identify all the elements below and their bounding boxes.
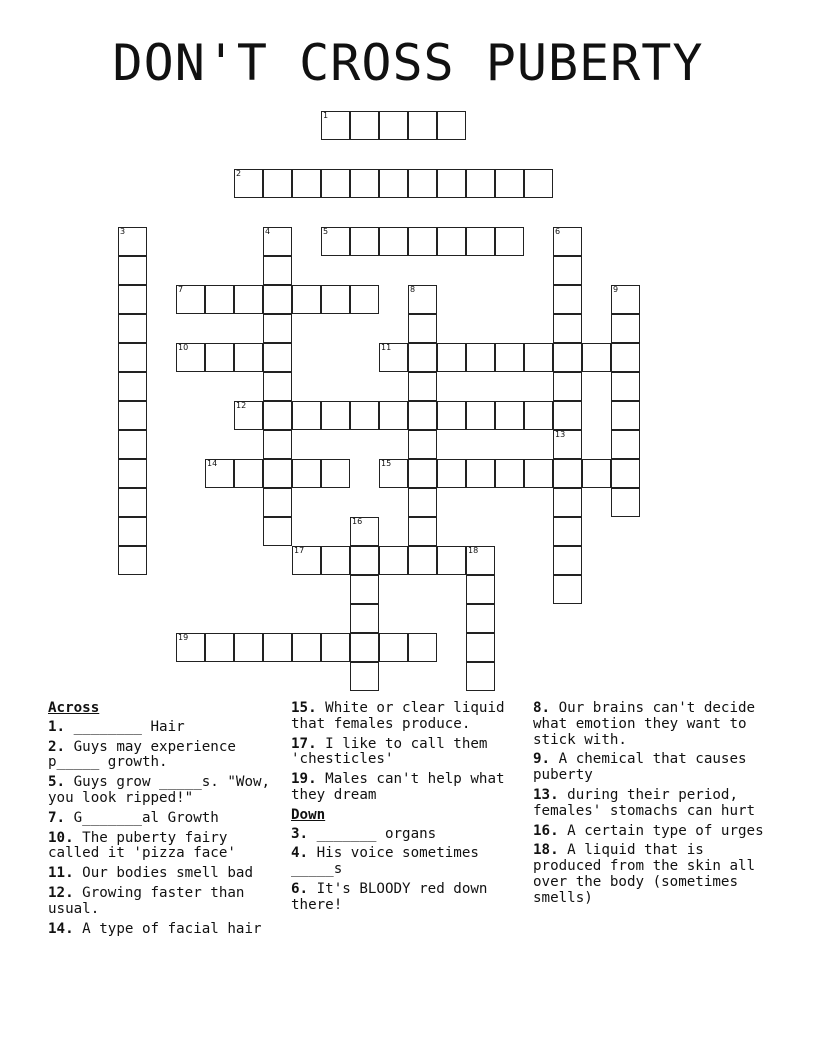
grid-cell[interactable]	[611, 488, 640, 517]
clue-item	[533, 752, 769, 784]
grid-cell[interactable]	[263, 488, 292, 517]
clue-text: Growing faster than usual.	[48, 884, 245, 917]
clue-text: It's BLOODY red down there!	[291, 880, 488, 913]
grid-cell[interactable]	[350, 575, 379, 604]
clue-number-label: 5.	[48, 774, 66, 791]
grid-cell[interactable]	[263, 169, 292, 198]
grid-cell[interactable]	[350, 169, 379, 198]
clue-item	[291, 827, 527, 843]
grid-cell[interactable]	[205, 459, 234, 488]
clue-item	[48, 831, 284, 863]
clue-text: during their period, females' stomachs can hurt	[533, 786, 756, 819]
grid-cell[interactable]	[408, 169, 437, 198]
grid-cell[interactable]	[553, 256, 582, 285]
grid-cell[interactable]	[350, 227, 379, 256]
clue-item	[291, 701, 527, 733]
clue-number: 18	[468, 546, 479, 555]
across-heading: Across	[48, 700, 100, 716]
clues-column-2	[291, 701, 527, 918]
grid-cell[interactable]	[234, 343, 263, 372]
grid-cell[interactable]	[466, 575, 495, 604]
clue-number: 13	[555, 430, 566, 439]
clue-text: ________ Hair	[65, 718, 185, 735]
grid-cell[interactable]	[263, 285, 292, 314]
grid-cell[interactable]	[553, 372, 582, 401]
grid-cell[interactable]	[495, 401, 524, 430]
grid-cell[interactable]	[176, 285, 205, 314]
clue-number-label: 11.	[48, 865, 74, 882]
clue-number: 4	[265, 227, 271, 236]
grid-cell[interactable]	[263, 517, 292, 546]
grid-cell[interactable]	[553, 227, 582, 256]
clue-number-label: 8.	[533, 700, 551, 716]
grid-cell[interactable]	[234, 285, 263, 314]
grid-cell[interactable]	[321, 546, 350, 575]
grid-cell[interactable]	[437, 111, 466, 140]
grid-cell[interactable]	[263, 459, 292, 488]
clue-number: 1	[323, 111, 329, 120]
clue-number-label: 12.	[48, 884, 74, 901]
grid-cell[interactable]	[263, 633, 292, 662]
grid-cell[interactable]	[408, 372, 437, 401]
grid-cell[interactable]	[553, 343, 582, 372]
grid-cell[interactable]	[263, 401, 292, 430]
clue-number-label: 13.	[533, 786, 559, 803]
grid-cell[interactable]	[495, 459, 524, 488]
grid-cell[interactable]	[176, 343, 205, 372]
clue-item	[48, 811, 284, 827]
clue-text: A chemical that causes puberty	[533, 751, 747, 784]
grid-cell[interactable]	[350, 285, 379, 314]
grid-cell[interactable]	[553, 314, 582, 343]
grid-cell[interactable]	[379, 111, 408, 140]
clue-number: 10	[178, 343, 189, 352]
grid-cell[interactable]	[292, 169, 321, 198]
clue-number: 7	[178, 285, 184, 294]
grid-cell[interactable]	[582, 343, 611, 372]
grid-cell[interactable]	[408, 459, 437, 488]
grid-cell[interactable]	[321, 401, 350, 430]
grid-cell[interactable]	[350, 401, 379, 430]
clue-item	[533, 701, 769, 748]
grid-cell[interactable]	[350, 662, 379, 691]
grid-cell[interactable]	[408, 546, 437, 575]
grid-cell[interactable]	[321, 459, 350, 488]
clue-text: _______ organs	[308, 825, 437, 842]
clue-text: His voice sometimes _____s	[291, 845, 479, 878]
grid-cell[interactable]	[263, 343, 292, 372]
grid-cell[interactable]	[263, 227, 292, 256]
grid-cell[interactable]	[495, 343, 524, 372]
grid-cell[interactable]	[263, 372, 292, 401]
clue-text: Our bodies smell bad	[73, 865, 253, 882]
down-heading: Down	[291, 806, 326, 823]
grid-cell[interactable]	[611, 343, 640, 372]
grid-cell[interactable]	[118, 285, 147, 314]
grid-cell[interactable]	[379, 401, 408, 430]
clue-number: 15	[381, 459, 392, 468]
puzzle-title: DON'T CROSS PUBERTY	[112, 34, 704, 92]
grid-cell[interactable]	[408, 111, 437, 140]
clue-item	[533, 843, 769, 906]
clue-text: I like to call them 'chesticles'	[291, 735, 488, 768]
grid-cell[interactable]	[408, 517, 437, 546]
grid-cell[interactable]	[379, 343, 408, 372]
grid-cell[interactable]	[292, 546, 321, 575]
clue-item	[291, 772, 527, 804]
clue-item	[533, 788, 769, 820]
grid-cell[interactable]	[466, 633, 495, 662]
grid-cell[interactable]	[379, 459, 408, 488]
clue-number-label: 2.	[48, 738, 66, 755]
grid-cell[interactable]	[437, 169, 466, 198]
grid-cell[interactable]	[466, 227, 495, 256]
clue-number-label: 9.	[533, 751, 551, 768]
clue-number-label: 16.	[533, 822, 559, 839]
clue-number-label: 14.	[48, 920, 74, 937]
grid-cell[interactable]	[466, 546, 495, 575]
grid-cell[interactable]	[408, 285, 437, 314]
clue-number: 14	[207, 459, 218, 468]
clue-item	[291, 846, 527, 878]
grid-cell[interactable]	[408, 227, 437, 256]
grid-cell[interactable]	[553, 546, 582, 575]
clue-item	[48, 886, 284, 918]
clues-column-1	[48, 701, 284, 941]
grid-cell[interactable]	[582, 459, 611, 488]
clue-text: Guys may experience p_____ growth.	[48, 738, 236, 771]
clue-number-label: 15.	[291, 700, 317, 716]
grid-cell[interactable]	[205, 633, 234, 662]
clue-text: Males can't help what they dream	[291, 771, 505, 803]
grid-cell[interactable]	[553, 285, 582, 314]
grid-cell[interactable]	[350, 604, 379, 633]
clues-column-3	[533, 701, 769, 911]
grid-cell[interactable]	[466, 343, 495, 372]
clue-number: 17	[294, 546, 305, 555]
clue-number: 5	[323, 227, 329, 236]
clue-item	[533, 824, 769, 840]
clue-number: 8	[410, 285, 416, 294]
grid-cell[interactable]	[292, 401, 321, 430]
grid-cell[interactable]	[611, 314, 640, 343]
clue-number-label: 6.	[291, 880, 309, 897]
grid-cell[interactable]	[118, 546, 147, 575]
grid-cell[interactable]	[263, 314, 292, 343]
grid-cell[interactable]	[408, 401, 437, 430]
grid-cell[interactable]	[205, 285, 234, 314]
clue-item	[48, 740, 284, 772]
grid-cell[interactable]	[263, 430, 292, 459]
grid-cell[interactable]	[437, 401, 466, 430]
grid-cell[interactable]	[321, 111, 350, 140]
grid-cell[interactable]	[118, 227, 147, 256]
grid-cell[interactable]	[321, 169, 350, 198]
grid-cell[interactable]	[118, 430, 147, 459]
clue-number-label: 10.	[48, 829, 74, 846]
grid-cell[interactable]	[553, 459, 582, 488]
clue-text: A type of facial hair	[73, 920, 262, 937]
clue-number-label: 1.	[48, 718, 66, 735]
grid-cell[interactable]	[321, 285, 350, 314]
grid-cell[interactable]	[118, 372, 147, 401]
grid-cell[interactable]	[437, 546, 466, 575]
grid-cell[interactable]	[321, 633, 350, 662]
grid-cell[interactable]	[379, 169, 408, 198]
clue-text: A certain type of urges	[558, 822, 764, 839]
grid-cell[interactable]	[553, 430, 582, 459]
clue-number: 3	[120, 227, 126, 236]
grid-cell[interactable]	[437, 343, 466, 372]
clue-number: 19	[178, 633, 189, 642]
clue-item	[48, 775, 284, 807]
grid-cell[interactable]	[524, 401, 553, 430]
clue-number: 16	[352, 517, 363, 526]
clue-item	[48, 922, 284, 938]
grid-cell[interactable]	[524, 459, 553, 488]
clue-number: 11	[381, 343, 392, 352]
grid-cell[interactable]	[611, 372, 640, 401]
grid-cell[interactable]	[234, 169, 263, 198]
grid-cell[interactable]	[379, 227, 408, 256]
grid-cell[interactable]	[408, 343, 437, 372]
clue-number-label: 3.	[291, 825, 309, 842]
grid-cell[interactable]	[292, 633, 321, 662]
clue-text: G_______al Growth	[65, 809, 219, 826]
grid-cell[interactable]	[553, 401, 582, 430]
grid-cell[interactable]	[234, 633, 263, 662]
clue-number-label: 18.	[533, 842, 559, 859]
grid-cell[interactable]	[234, 459, 263, 488]
grid-cell[interactable]	[292, 459, 321, 488]
grid-cell[interactable]	[466, 604, 495, 633]
clue-text: The puberty fairy called it 'pizza face'	[48, 829, 236, 862]
grid-cell[interactable]	[350, 517, 379, 546]
clue-number: 9	[613, 285, 619, 294]
grid-cell[interactable]	[611, 430, 640, 459]
grid-cell[interactable]	[263, 256, 292, 285]
clue-text: Guys grow _____s. "Wow, you look ripped!"	[48, 774, 271, 806]
grid-cell[interactable]	[466, 662, 495, 691]
grid-cell[interactable]	[118, 343, 147, 372]
clue-item	[48, 720, 284, 736]
grid-cell[interactable]	[495, 169, 524, 198]
grid-cell[interactable]	[350, 633, 379, 662]
grid-cell[interactable]	[176, 633, 205, 662]
clue-number: 2	[236, 169, 242, 178]
clue-number-label: 17.	[291, 735, 317, 752]
clue-text: White or clear liquid that females produce.	[291, 700, 505, 732]
clue-item	[291, 737, 527, 769]
grid-cell[interactable]	[611, 401, 640, 430]
grid-cell[interactable]	[234, 401, 263, 430]
grid-cell[interactable]	[408, 314, 437, 343]
clue-number-label: 7.	[48, 809, 66, 826]
clue-item	[291, 882, 527, 914]
clue-number-label: 19.	[291, 771, 317, 788]
grid-cell[interactable]	[350, 546, 379, 575]
grid-cell[interactable]	[466, 401, 495, 430]
grid-cell[interactable]	[408, 430, 437, 459]
grid-cell[interactable]	[321, 227, 350, 256]
grid-cell[interactable]	[292, 285, 321, 314]
grid-cell[interactable]	[350, 111, 379, 140]
grid-cell[interactable]	[205, 343, 234, 372]
grid-cell[interactable]	[553, 517, 582, 546]
clue-number: 6	[555, 227, 561, 236]
grid-cell[interactable]	[495, 227, 524, 256]
grid-cell[interactable]	[553, 488, 582, 517]
clue-number: 12	[236, 401, 247, 410]
grid-cell[interactable]	[524, 169, 553, 198]
grid-cell[interactable]	[118, 256, 147, 285]
grid-cell[interactable]	[524, 343, 553, 372]
clue-number-label: 4.	[291, 845, 309, 862]
clue-text: A liquid that is produced from the skin all over the body (sometimes smells)	[533, 842, 756, 906]
grid-cell[interactable]	[437, 227, 466, 256]
grid-cell[interactable]	[611, 459, 640, 488]
grid-cell[interactable]	[466, 459, 495, 488]
grid-cell[interactable]	[118, 459, 147, 488]
grid-cell[interactable]	[118, 488, 147, 517]
grid-cell[interactable]	[466, 169, 495, 198]
grid-cell[interactable]	[611, 285, 640, 314]
grid-cell[interactable]	[118, 517, 147, 546]
grid-cell[interactable]	[437, 459, 466, 488]
grid-cell[interactable]	[408, 488, 437, 517]
grid-cell[interactable]	[118, 401, 147, 430]
grid-cell[interactable]	[118, 314, 147, 343]
clue-item	[48, 866, 284, 882]
clue-text: Our brains can't decide what emotion they want to stick with.	[533, 700, 756, 748]
grid-cell[interactable]	[408, 633, 437, 662]
grid-cell[interactable]	[553, 575, 582, 604]
grid-cell[interactable]	[379, 546, 408, 575]
grid-cell[interactable]	[379, 633, 408, 662]
